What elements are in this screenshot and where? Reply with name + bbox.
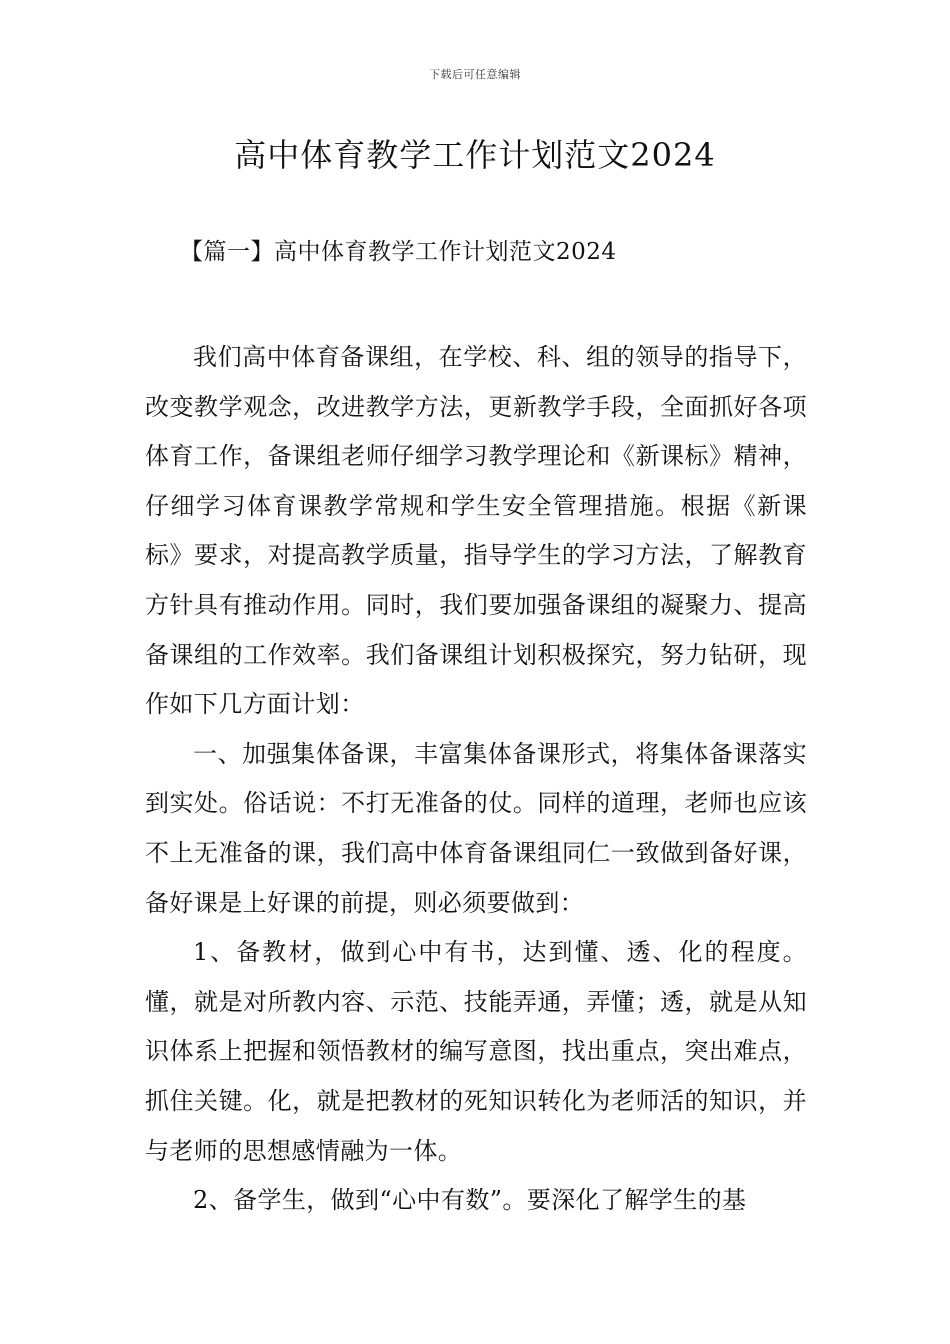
section-heading: 【篇一】高中体育教学工作计划范文2024 [180,239,617,265]
document-title: 高中体育教学工作计划范文2024 [234,136,716,174]
paragraph-prepare-students: 2、备学生，做到“心中有数”。要深化了解学生的基 [193,1186,747,1215]
paragraph-intro: 我们高中体育备课组，在学校、科、组的领导的指导下，改变教学观念，改进教学方法，更新教学手段，全面抓好各项体育工作，备课组老师仔细学习教学理论和《新课标》精神，仔细学习体育课教学常规和学生安全管理措施。根据《新课标》要求，对提高教学质量，指导学生的学习方法，了解教育方针具有推动作用。同时，我们要加强备课组的凝聚力、提高备课组的工作效率。我们备课组计划积极探究，努力钻研，现作如下几方面计划： [145,343,807,719]
page-header-note: 下载后可任意编辑 [429,68,521,81]
paragraph-prepare-materials: 1、备教材，做到心中有书，达到懂、透、化的程度。懂，就是对所教内容、示范、技能弄通，弄懂；透，就是从知识体系上把握和领悟教材的编写意图，找出重点，突出难点，抓住关键。化，就是把教材的死知识转化为老师活的知识，并与老师的思想感情融为一体。 [145,938,807,1165]
document-body [145,333,807,1226]
paragraph-plan-one: 一、加强集体备课，丰富集体备课形式，将集体备课落实到实处。俗话说：不打无准备的仗。同样的道理，老师也应该不上无准备的课，我们高中体育备课组同仁一致做到备好课，备好课是上好课的前提，则必须要做到： [145,739,807,917]
